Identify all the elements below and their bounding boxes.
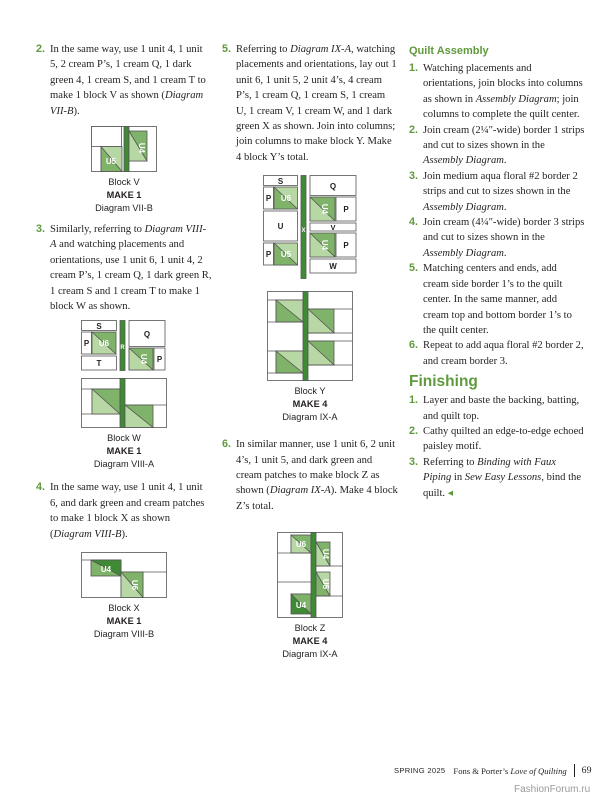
block-x-diagram	[81, 552, 167, 598]
caption-make: MAKE 1	[106, 446, 142, 457]
caption-make: MAKE 1	[106, 616, 142, 627]
caption-make: MAKE 4	[292, 636, 328, 647]
caption-title: Block X	[108, 603, 140, 614]
finishing-step-2	[409, 424, 585, 455]
step-text	[236, 42, 398, 165]
caption-make: MAKE 1	[106, 190, 142, 201]
label-p: P	[83, 339, 90, 349]
step-text	[50, 222, 212, 314]
step-text: Layer and baste the backing, batting, and quilt top.	[423, 395, 580, 422]
assembly-step-4	[409, 215, 585, 261]
text-part: In the same way, use 1 unit 4, 1 unit 5, 2 cream P’s, 1 cream Q, 1 dark green 4, 1 cream S, and 1 cream T to make 1 block V as shown (	[50, 44, 206, 102]
step-text: Cathy quilted an edge-to-edge echoed paisley motif.	[423, 425, 584, 453]
block-x-caption	[36, 602, 212, 641]
text-part: , watching placements and orientations, lay out 1 unit 6, 1 unit 5, 2 unit 4’s, 4 cream P’s, 1 cream Q, 1 cream S, 1 cream U, 1 cream V, 1 cream W, and 1 dark green X as shown. Join into columns; join columns to make block Y. Make 4 block Y’s total.	[236, 44, 397, 163]
step-number: 4.	[36, 481, 46, 494]
caption-make: MAKE 4	[292, 399, 328, 410]
caption-diagram: Diagram VII-B	[95, 203, 153, 214]
text-part: Referring to	[236, 44, 291, 55]
caption-diagram: Diagram VIII-A	[93, 459, 155, 470]
block-z-diagram	[277, 532, 343, 618]
lesson-ref: Sew Easy Lessons	[464, 472, 542, 484]
label-x: X	[301, 228, 306, 235]
step-number: 3.	[409, 455, 419, 468]
label-u4b: U4	[295, 601, 307, 611]
page-number: 69	[581, 765, 592, 776]
label-u4a: U4	[320, 204, 329, 215]
patch-x	[301, 176, 306, 279]
block-w-figure	[36, 378, 212, 471]
text-part: ). Make 4 block Z’s total.	[236, 485, 398, 512]
label-v: V	[330, 223, 336, 233]
label-u6: U6	[280, 194, 292, 204]
step-text	[50, 42, 212, 119]
label-p4: P	[265, 250, 272, 260]
quilt-assembly-heading: Quilt Assembly	[409, 45, 489, 57]
step-number: 5.	[222, 43, 232, 55]
step-text	[423, 455, 585, 501]
step-text	[423, 215, 585, 261]
caption-title: Block V	[108, 177, 140, 188]
step-number: 2.	[36, 43, 46, 55]
finishing-step-1	[409, 393, 585, 424]
block-y-figure	[222, 291, 398, 424]
diagram-ref: Assembly Diagram	[423, 155, 504, 167]
publication-name	[453, 766, 566, 776]
label-p3: P	[343, 241, 349, 251]
label-u6: U6	[130, 579, 139, 591]
end-mark-icon: ◂	[447, 487, 454, 499]
label-u4: U4	[100, 565, 112, 575]
caption-diagram: Diagram IX-A	[282, 649, 338, 660]
label-p2: P	[343, 205, 349, 215]
step-number: 4.	[409, 216, 419, 229]
column-middle	[222, 42, 398, 661]
lesson-ref: Binding with Faux Piping	[423, 456, 556, 484]
step-text	[423, 123, 585, 169]
text-part: Join medium aqua floral #2 border 2 strips and cut to sizes shown in the	[423, 170, 578, 198]
label-u6: U6	[98, 339, 110, 349]
text-part: Join cream (2¼"-wide) border 1 strips and cut to sizes shown in the	[423, 124, 585, 152]
text-part: .	[503, 247, 507, 259]
block-w-diagram	[81, 378, 167, 428]
step-number: 1.	[409, 394, 419, 407]
block-z-caption	[222, 622, 398, 661]
step-text: Matching centers and ends, add cream side border 1’s to the quilt center. In the same manner, add cream top and bottom border 1’s to the quilt center.	[423, 263, 572, 336]
footer-divider	[574, 764, 575, 777]
label-r: R	[120, 345, 125, 352]
text-part: in	[451, 472, 465, 484]
assembly-step-5	[409, 261, 585, 338]
label-q: Q	[329, 182, 337, 192]
label-s: S	[96, 322, 102, 332]
block-v-diagram	[91, 126, 157, 172]
watermark: FashionForum.ru	[514, 784, 591, 795]
step-number: 5.	[409, 262, 419, 275]
step-number: 3.	[409, 169, 419, 182]
label-p1: P	[265, 194, 272, 204]
label-u4b: U4	[320, 240, 329, 251]
column-left	[36, 42, 212, 641]
label-u5: U5	[321, 579, 330, 590]
label-u5: U5	[280, 250, 292, 260]
block-v-caption	[36, 176, 212, 215]
caption-diagram: Diagram IX-A	[282, 412, 338, 423]
label-t: T	[96, 359, 102, 369]
diagram-ref: Diagram VIII-A	[50, 224, 207, 251]
text-part: Watching placements and orientations, join blocks into columns as shown in	[423, 63, 583, 105]
layout-w-diagram	[81, 320, 167, 372]
text-part: In the same way, use 1 unit 4, 1 unit 6, and dark green and cream patches to make 1 block X as shown (	[50, 482, 205, 540]
diagram-ref: Diagram VIII-B	[53, 528, 122, 540]
block-w-caption	[36, 432, 212, 471]
layout-w-figure	[36, 320, 212, 372]
step-number: 2.	[409, 424, 419, 437]
step-number: 6.	[409, 339, 419, 352]
text-part: and watching placements and orientations, use 1 unit 6, 1 unit 4, 2 cream P’s, 1 cream Q, 1 dark green R, 1 cream S and 1 cream T to make 1 block W as shown.	[50, 239, 212, 313]
step-3	[36, 222, 212, 314]
diagram-ref: Assembly Diagram	[475, 93, 557, 105]
assembly-step-3	[409, 169, 585, 215]
finishing-step-3	[409, 455, 585, 501]
step-number: 1.	[409, 62, 419, 74]
diagram-ref: Diagram IX-A	[290, 44, 352, 55]
label-u: U	[277, 222, 284, 232]
label-q: Q	[143, 330, 151, 340]
block-x-figure	[36, 552, 212, 641]
step-text: Repeat to add aqua floral #2 border 2, and cream border 3.	[423, 340, 584, 367]
step-text	[423, 61, 585, 123]
text-part: .	[503, 155, 507, 167]
layout-y-figure	[222, 175, 398, 279]
caption-diagram: Diagram VIII-B	[93, 629, 155, 640]
block-z-figure	[222, 532, 398, 661]
step-text	[236, 437, 398, 514]
diagram-ref: Diagram VII-B	[50, 90, 204, 117]
diagram-ref: Diagram IX-A	[269, 485, 331, 497]
label-w: W	[329, 262, 337, 272]
patch-p	[92, 127, 122, 147]
label-s: S	[277, 177, 284, 187]
step-2	[36, 42, 212, 119]
dark-green-stem	[120, 379, 125, 428]
issue-season: SPRING 2025	[394, 766, 446, 775]
text-part: Join cream (4¼"-wide) border 3 strips and cut to sizes shown in the	[423, 217, 585, 244]
step-text	[50, 480, 212, 542]
publication-part: Love of Quilting	[510, 765, 567, 776]
step-5	[222, 42, 398, 165]
text-part: .	[503, 201, 507, 213]
caption-title: Block Z	[294, 623, 326, 634]
assembly-step-6	[409, 338, 585, 369]
assembly-step-1	[409, 61, 585, 123]
assembly-step-2	[409, 123, 585, 169]
caption-title: Block W	[107, 433, 141, 444]
diagram-ref: Assembly Diagram	[423, 201, 504, 213]
text-part: In similar manner, use 1 unit 6, 2 unit 4’s, 1 unit 5, and dark green and cream patches to make block Z as shown (	[236, 439, 396, 497]
dark-green-stem	[303, 292, 308, 381]
column-right	[409, 45, 585, 501]
step-4	[36, 480, 212, 542]
diagram-ref: Assembly Diagram	[423, 247, 504, 259]
step-number: 2.	[409, 123, 419, 136]
step-6	[222, 437, 398, 514]
text-part: ; join columns to complete the quilt center.	[423, 93, 580, 121]
caption-title: Block Y	[294, 386, 326, 397]
block-v-figure	[36, 126, 212, 215]
label-u4a: U4	[321, 549, 330, 560]
layout-y-diagram	[263, 175, 357, 279]
step-text	[423, 169, 585, 215]
text-part: Similarly, referring to	[50, 224, 145, 236]
label-u6: U6	[295, 540, 307, 550]
step-number: 6.	[222, 438, 232, 451]
text-part: ).	[73, 105, 80, 117]
finishing-heading: Finishing	[409, 373, 478, 391]
text-part: Referring to	[423, 456, 478, 468]
block-y-diagram	[267, 291, 353, 381]
label-u4: U4	[137, 142, 146, 154]
step-number: 3.	[36, 223, 46, 236]
block-y-caption	[222, 385, 398, 424]
dark-green-stem	[311, 533, 316, 618]
page-footer	[394, 764, 591, 777]
text-part: ).	[121, 528, 128, 540]
label-p2: P	[156, 355, 163, 365]
text-part: , bind the quilt.	[423, 472, 582, 499]
label-u5: U5	[105, 157, 117, 167]
publication-part: Fons & Porter’s	[453, 765, 511, 776]
dark-green-stem	[124, 127, 129, 172]
label-u4: U4	[139, 354, 148, 365]
